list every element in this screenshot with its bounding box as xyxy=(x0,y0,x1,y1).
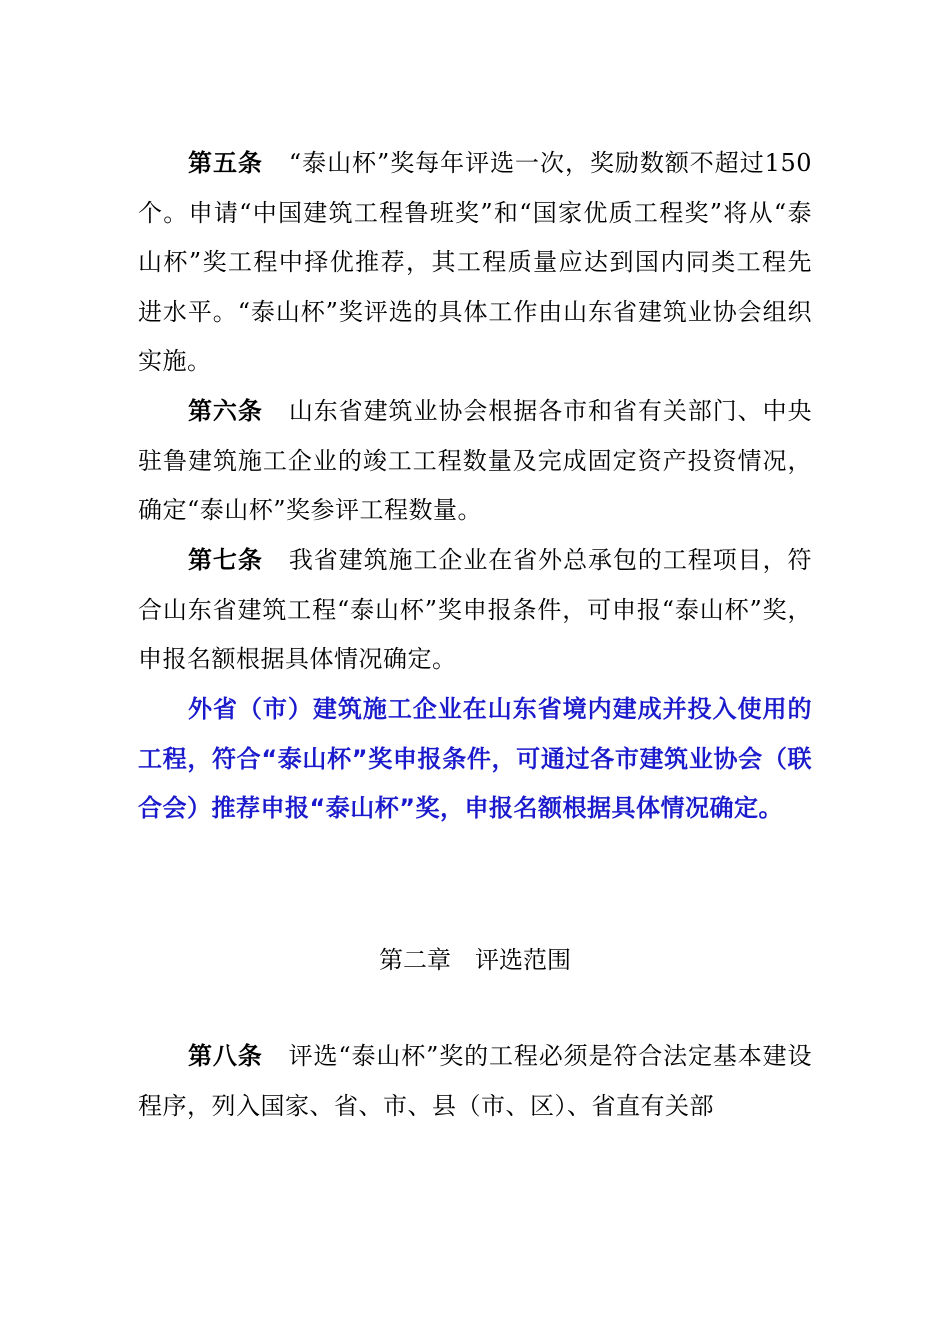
highlighted-paragraph: 外省（市）建筑施工企业在山东省境内建成并投入使用的工程，符合“泰山杯”奖申报条件，可通过各市建筑业协会（联合会）推荐申报“泰山杯”奖，申报名额根据具体情况确定。 xyxy=(138,695,812,822)
chapter-number: 第二章 xyxy=(379,946,451,974)
article-5-label: 第五条 xyxy=(188,149,263,177)
article-8-text: 评选“泰山杯”奖的工程必须是符合法定基本建设程序，列入国家、省、市、县（市、区）、省直有关部 xyxy=(138,1042,812,1120)
chapter-heading xyxy=(0,940,950,980)
article-5 xyxy=(138,139,812,387)
article-6 xyxy=(138,387,812,536)
article-6-label: 第六条 xyxy=(188,397,263,425)
article-7-text: 我省建筑施工企业在省外总承包的工程项目，符合山东省建筑工程“泰山杯”奖申报条件，可申报“泰山杯”奖，申报名额根据具体情况确定。 xyxy=(138,546,813,673)
article-7 xyxy=(138,536,812,685)
article-8 xyxy=(138,1032,812,1131)
article-6-text: 山东省建筑业协会根据各市和省有关部门、中央驻鲁建筑施工企业的竣工工程数量及完成固定资产投资情况，确定“泰山杯”奖参评工程数量。 xyxy=(138,397,813,524)
article-7-label: 第七条 xyxy=(188,546,263,574)
chapter-title: 评选范围 xyxy=(475,946,571,974)
article-5-text: “泰山杯”奖每年评选一次，奖励数额不超过150个。申请“中国建筑工程鲁班奖”和“国家优质工程奖”将从“泰山杯”奖工程中择优推荐，其工程质量应达到国内同类工程先进水平。“泰山杯”奖评选的具体工作由山东省建筑业协会组织实施。 xyxy=(138,149,812,375)
article-8-label: 第八条 xyxy=(188,1042,263,1070)
